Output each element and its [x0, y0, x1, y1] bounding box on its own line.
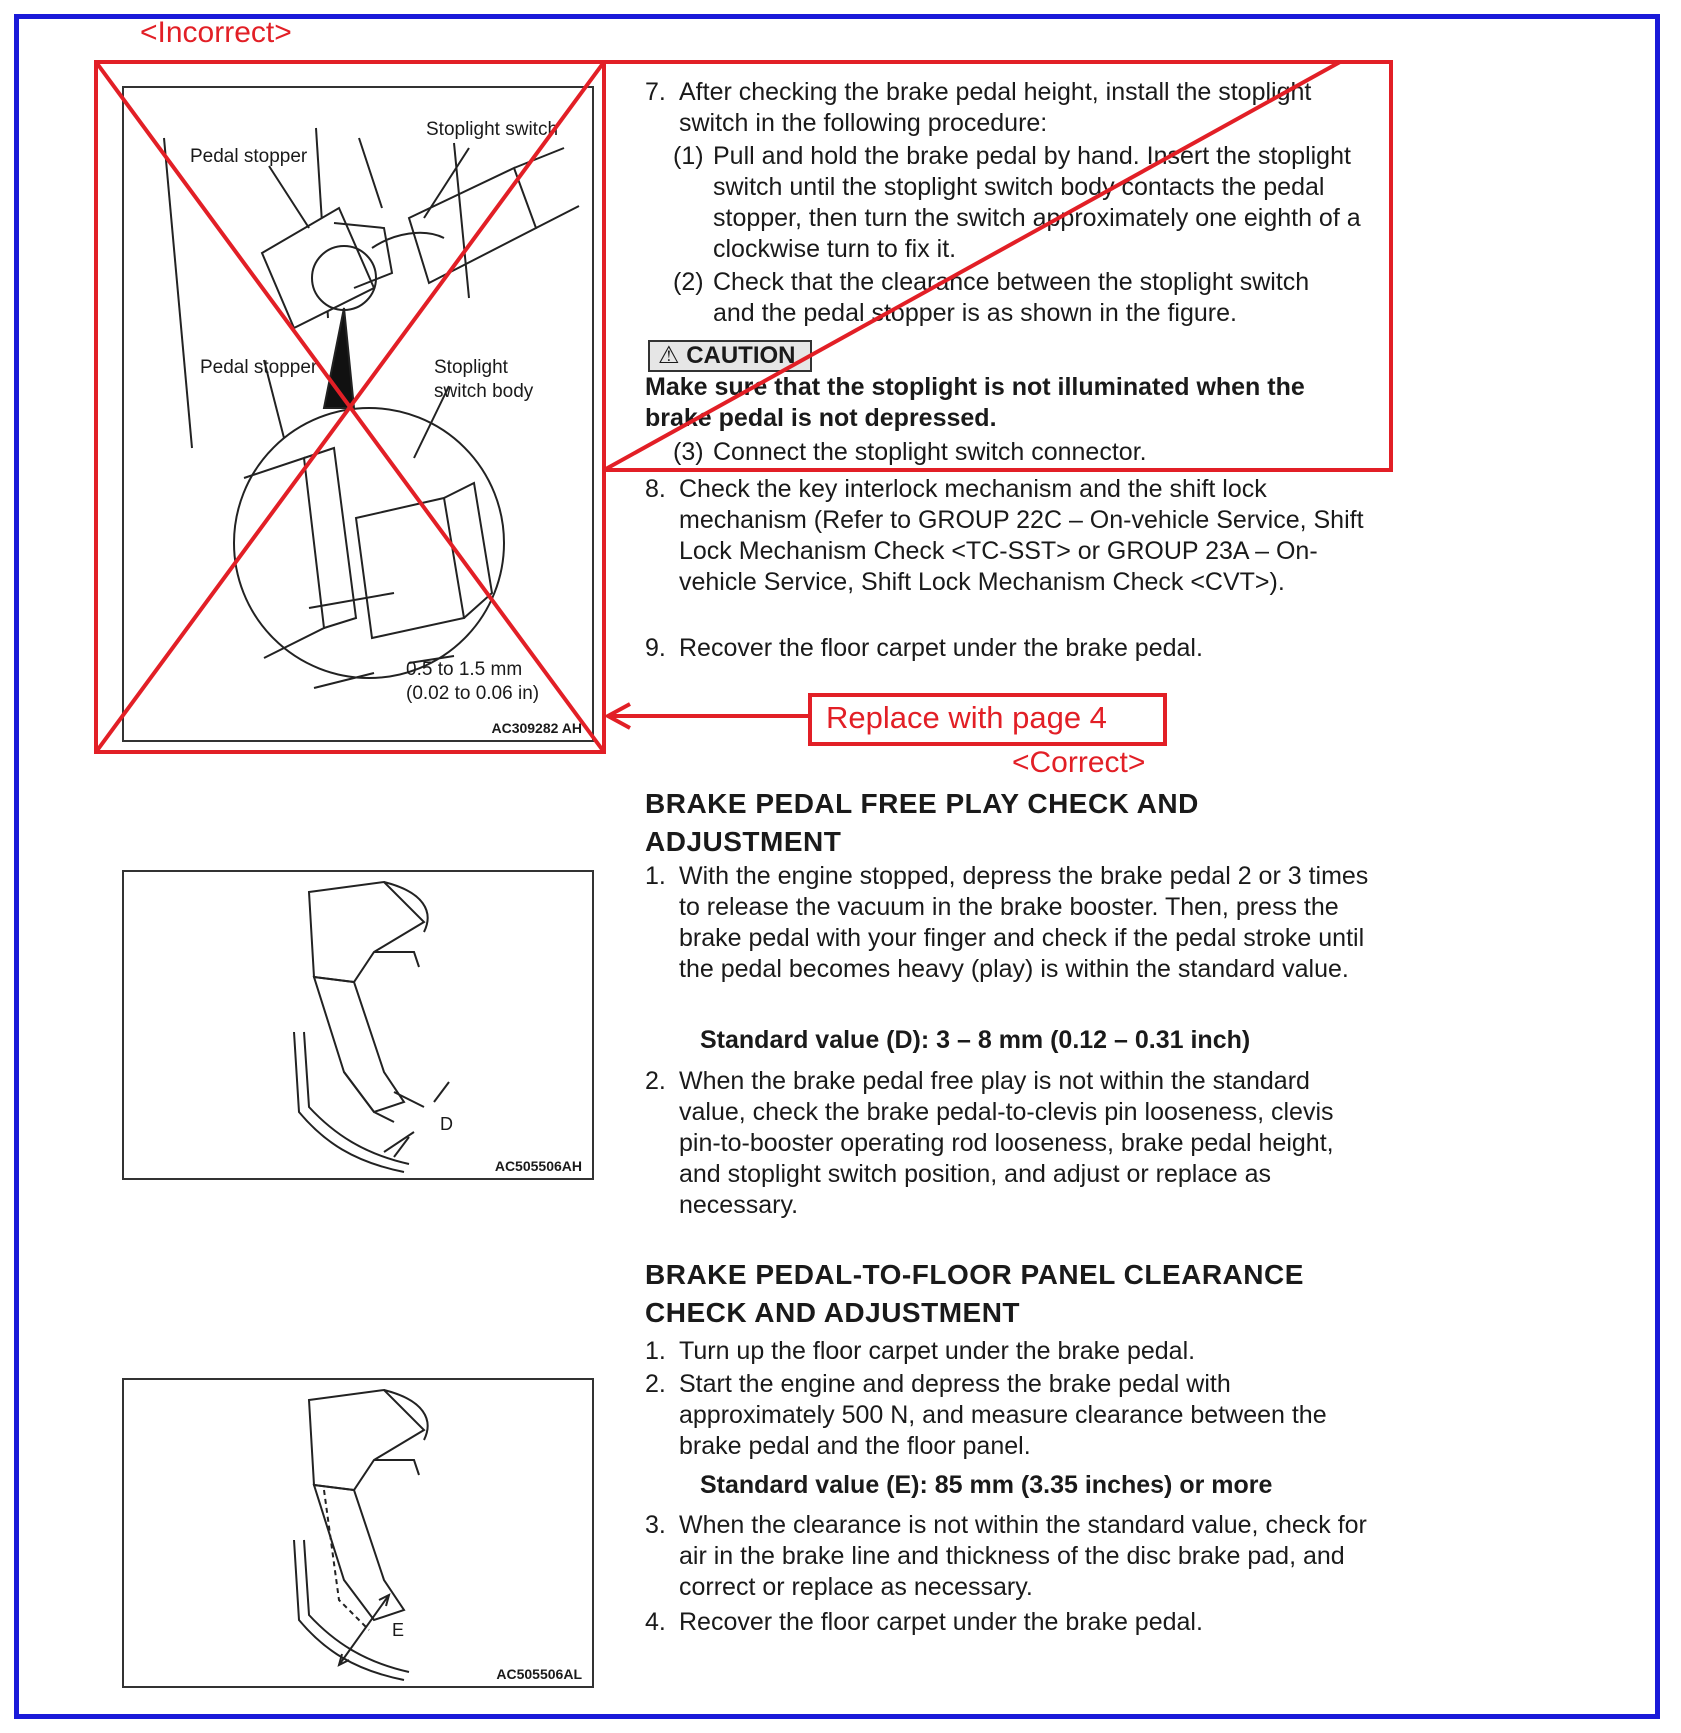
- dimension-d: D: [440, 1114, 453, 1134]
- free-play-step-2: 2. When the brake pedal free play is not within the standard value, check the brake pedal-to-clevis pin looseness, clevis pin-to-booster operating rod looseness, brake pedal height, and stoplight switch position, and adjust or replace as necessary.: [645, 1067, 1334, 1219]
- free-play-step-1: 1. With the engine stopped, depress the brake pedal 2 or 3 times to release the vacuum in the brake booster. Then, press the brake pedal with your finger and check if the pedal stroke until the pedal becomes heavy (play) is within the standard value.: [645, 862, 1369, 983]
- dimension-e: E: [392, 1620, 405, 1640]
- free-play-standard: Standard value (D): 3 – 8 mm (0.12 – 0.31 inch): [700, 1026, 1251, 1054]
- clearance-step-4: 4. Recover the floor carpet under the brake pedal.: [645, 1608, 1203, 1636]
- clearance-step-1: 1. Turn up the floor carpet under the brake pedal.: [645, 1337, 1196, 1365]
- text-strike-box: [604, 62, 1391, 470]
- callout-pedal-stopper-bottom: Pedal stopper: [200, 357, 318, 378]
- callout-pedal-stopper-top: Pedal stopper: [190, 146, 308, 167]
- figure-code: AC309282 AH: [491, 720, 582, 736]
- callout-clearance-in: (0.02 to 0.06 in): [406, 683, 540, 704]
- figure-code: AC505506AH: [494, 1158, 582, 1174]
- brake-pedal-drawing-d: [124, 872, 592, 1178]
- free-play-title: BRAKE PEDAL FREE PLAY CHECK AND ADJUSTMENT: [645, 788, 1199, 857]
- incorrect-label: <Incorrect>: [140, 16, 292, 49]
- figure-code: AC505506AL: [496, 1666, 582, 1682]
- callout-clearance-mm: 0.5 to 1.5 mm: [406, 659, 523, 680]
- step-7: 7. After checking the brake pedal height, install the stoplight switch in the following procedure:: [645, 78, 1312, 137]
- step-7-2: (2) Check that the clearance between the stoplight switch and the pedal stopper is as shown in the figure.: [673, 268, 1310, 327]
- step-7-3: (3) Connect the stoplight switch connector.: [673, 438, 1147, 466]
- correct-label: <Correct>: [1012, 746, 1146, 779]
- callout-stoplight-switch: Stoplight switch: [426, 119, 559, 140]
- clearance-title: BRAKE PEDAL-TO-FLOOR PANEL CLEARANCE CHECK AND ADJUSTMENT: [645, 1259, 1304, 1328]
- caution-badge: ⚠ CAUTION: [648, 340, 812, 372]
- step-7-1: (1) Pull and hold the brake pedal by hand. Insert the stoplight switch until the stoplight switch body contacts the pedal stopper, then turn the switch approximately one eighth of a clockwise turn to fix it.: [673, 142, 1361, 263]
- free-play-figure: [122, 870, 594, 1180]
- warning-icon: ⚠: [658, 342, 680, 369]
- replace-note: Replace with page 4: [826, 700, 1107, 735]
- step-9: 9. Recover the floor carpet under the brake pedal.: [645, 634, 1203, 662]
- callout-stoplight-switch-body: Stoplight switch body: [434, 357, 534, 402]
- text-strike-diagonal: [604, 62, 1340, 470]
- clearance-step-3: 3. When the clearance is not within the standard value, check for air in the brake line and thickness of the disc brake pad, and correct or replace as necessary.: [645, 1511, 1367, 1601]
- clearance-figure: [122, 1378, 594, 1688]
- caution-text: Make sure that the stoplight is not illuminated when the brake pedal is not depressed.: [645, 373, 1305, 432]
- brake-pedal-drawing-e: [124, 1380, 592, 1686]
- clearance-standard: Standard value (E): 85 mm (3.35 inches) or more: [700, 1471, 1273, 1499]
- clearance-step-2: 2. Start the engine and depress the brake pedal with approximately 500 N, and measure clearance between the brake pedal and the floor panel.: [645, 1370, 1327, 1460]
- step-8: 8. Check the key interlock mechanism and the shift lock mechanism (Refer to GROUP 22C – On-vehicle Service, Shift Lock Mechanism Check <TC-SST> or GROUP 23A – On-vehicle Service, Shift Lock Mechanism Check <CVT>).: [645, 475, 1364, 596]
